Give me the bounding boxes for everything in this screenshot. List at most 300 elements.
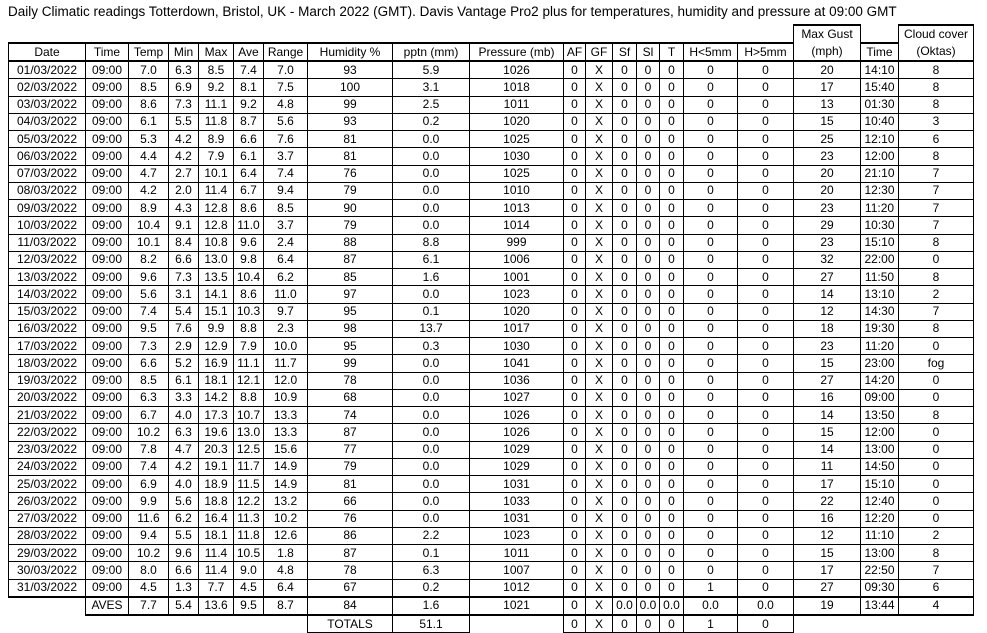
cell-ave: 12.1 [234, 372, 264, 389]
header-gf: GF [586, 43, 613, 61]
cell-sf: 0 [613, 148, 637, 165]
header-spacer [308, 25, 393, 43]
table-row [9, 200, 974, 217]
cell-date: 27/03/2022 [9, 510, 86, 527]
totals-spacer [861, 615, 899, 633]
cell-max: 15.1 [199, 303, 234, 320]
cell-gust-time: 15:40 [861, 79, 899, 96]
cell-sf: 0 [613, 96, 637, 113]
cell-h-gt5mm: 0 [738, 113, 794, 130]
cell-pressure: 1011 [470, 96, 564, 113]
avg-ave: 8.7 [264, 597, 308, 615]
cell-sf: 0 [613, 407, 637, 424]
cell-date: 03/03/2022 [9, 96, 86, 113]
cell-sl: 0 [637, 527, 660, 544]
totals-spacer [234, 615, 264, 633]
cell-humidity: 97 [308, 286, 393, 303]
cell-min: 2.0 [169, 182, 199, 199]
cell-h-gt5mm: 0 [738, 527, 794, 544]
cell-date: 28/03/2022 [9, 527, 86, 544]
cell-temp: 7.4 [129, 458, 169, 475]
header-pptn: pptn (mm) [393, 43, 470, 61]
cell-pptn: 0.1 [393, 545, 470, 562]
cell-pressure: 1007 [470, 562, 564, 579]
cell-temp: 4.5 [129, 579, 169, 597]
cell-ave: 8.8 [234, 320, 264, 337]
cell-range: 10.2 [264, 510, 308, 527]
cell-time: 09:00 [86, 527, 129, 544]
cell-ave: 7.9 [234, 338, 264, 355]
cell-pptn: 0.1 [393, 303, 470, 320]
cell-date: 13/03/2022 [9, 269, 86, 286]
cell-date: 10/03/2022 [9, 217, 86, 234]
cell-max: 12.8 [199, 200, 234, 217]
total-sf: 0 [613, 615, 637, 633]
cell-temp: 7.4 [129, 303, 169, 320]
cell-date: 25/03/2022 [9, 476, 86, 493]
cell-af: 0 [564, 510, 586, 527]
cell-min: 4.2 [169, 458, 199, 475]
cell-max: 10.1 [199, 165, 234, 182]
cell-sf: 0 [613, 217, 637, 234]
cell-af: 0 [564, 476, 586, 493]
cell-max: 18.8 [199, 493, 234, 510]
cell-h-gt5mm: 0 [738, 389, 794, 406]
header-spacer [564, 25, 586, 43]
cell-gust-time: 14:30 [861, 303, 899, 320]
cell-range: 14.9 [264, 476, 308, 493]
cell-max-gust: 17 [794, 476, 861, 493]
cell-humidity: 85 [308, 269, 393, 286]
cell-max-gust: 27 [794, 269, 861, 286]
cell-pptn: 0.0 [393, 510, 470, 527]
cell-time: 09:00 [86, 200, 129, 217]
cell-sf: 0 [613, 269, 637, 286]
cell-pressure: 1012 [470, 579, 564, 597]
cell-time: 09:00 [86, 579, 129, 597]
cell-sf: 0 [613, 61, 637, 79]
totals-spacer [169, 615, 199, 633]
avg-temp: 5.4 [169, 597, 199, 615]
cell-humidity: 87 [308, 545, 393, 562]
cell-h-gt5mm: 0 [738, 579, 794, 597]
cell-cloud-cover: 2 [899, 286, 974, 303]
cell-h-lt5mm: 0 [684, 338, 738, 355]
cell-sf: 0 [613, 251, 637, 268]
cell-temp: 10.4 [129, 217, 169, 234]
cell-cloud-cover: 8 [899, 407, 974, 424]
cell-date: 23/03/2022 [9, 441, 86, 458]
cell-max-gust: 15 [794, 424, 861, 441]
cell-pressure: 1033 [470, 493, 564, 510]
header-spacer [86, 25, 129, 43]
cell-max: 12.8 [199, 217, 234, 234]
cell-h-lt5mm: 0 [684, 476, 738, 493]
cell-h-gt5mm: 0 [738, 458, 794, 475]
cell-h-lt5mm: 0 [684, 234, 738, 251]
cell-max-gust: 25 [794, 131, 861, 148]
cell-date: 30/03/2022 [9, 562, 86, 579]
cell-t: 0 [660, 493, 684, 510]
cell-gf: X [586, 61, 613, 79]
cell-min: 6.6 [169, 251, 199, 268]
cell-sl: 0 [637, 389, 660, 406]
cell-date: 12/03/2022 [9, 251, 86, 268]
cell-gust-time: 12:10 [861, 131, 899, 148]
cell-temp: 7.3 [129, 338, 169, 355]
cell-time: 09:00 [86, 148, 129, 165]
totals-spacer [264, 615, 308, 633]
table-row [9, 234, 974, 251]
cell-temp: 5.3 [129, 131, 169, 148]
cell-pressure: 1029 [470, 441, 564, 458]
avg-t: 0.0 [684, 597, 738, 615]
table-row [9, 217, 974, 234]
cell-h-gt5mm: 0 [738, 200, 794, 217]
header-spacer [660, 25, 684, 43]
cell-max: 11.8 [199, 113, 234, 130]
cell-date: 29/03/2022 [9, 545, 86, 562]
avg-sf: 0.0 [637, 597, 660, 615]
cell-gust-time: 09:00 [861, 389, 899, 406]
cell-pressure: 1014 [470, 217, 564, 234]
header-spacer [234, 25, 264, 43]
header-gust-time: Time [861, 43, 899, 61]
cell-max-gust: 23 [794, 200, 861, 217]
cell-h-lt5mm: 0 [684, 424, 738, 441]
cell-ave: 8.6 [234, 200, 264, 217]
cell-gf: X [586, 562, 613, 579]
cell-pptn: 5.9 [393, 61, 470, 79]
cell-humidity: 76 [308, 510, 393, 527]
cell-pptn: 0.0 [393, 148, 470, 165]
cell-sf: 0 [613, 234, 637, 251]
header-max: Max [199, 43, 234, 61]
cell-max: 11.4 [199, 182, 234, 199]
cell-t: 0 [660, 545, 684, 562]
cell-temp: 6.9 [129, 476, 169, 493]
table-row [9, 493, 974, 510]
table-row [9, 148, 974, 165]
cell-date: 24/03/2022 [9, 458, 86, 475]
cell-h-lt5mm: 0 [684, 165, 738, 182]
table-row [9, 61, 974, 79]
cell-date: 08/03/2022 [9, 182, 86, 199]
cell-cloud-cover: 7 [899, 165, 974, 182]
cell-t: 0 [660, 389, 684, 406]
header-spacer [199, 25, 234, 43]
cell-gf: X [586, 200, 613, 217]
cell-max-gust: 14 [794, 407, 861, 424]
cell-date: 11/03/2022 [9, 234, 86, 251]
cell-t: 0 [660, 182, 684, 199]
cell-gust-time: 22:50 [861, 562, 899, 579]
cell-min: 4.2 [169, 131, 199, 148]
cell-t: 0 [660, 96, 684, 113]
cell-h-gt5mm: 0 [738, 131, 794, 148]
cell-cloud-cover: 3 [899, 113, 974, 130]
table-row [9, 562, 974, 579]
cell-gust-time: 21:10 [861, 165, 899, 182]
cell-temp: 4.4 [129, 148, 169, 165]
cell-date: 26/03/2022 [9, 493, 86, 510]
cell-t: 0 [660, 251, 684, 268]
cell-max: 18.1 [199, 372, 234, 389]
cell-range: 14.9 [264, 458, 308, 475]
cell-h-lt5mm: 0 [684, 355, 738, 372]
cell-h-lt5mm: 0 [684, 96, 738, 113]
avg-time: 7.7 [129, 597, 169, 615]
cell-time: 09:00 [86, 217, 129, 234]
cell-gust-time: 14:10 [861, 61, 899, 79]
cell-af: 0 [564, 527, 586, 544]
cell-range: 11.0 [264, 286, 308, 303]
cell-af: 0 [564, 493, 586, 510]
cell-temp: 10.1 [129, 234, 169, 251]
cell-sl: 0 [637, 338, 660, 355]
cell-h-lt5mm: 0 [684, 148, 738, 165]
totals-row [9, 615, 974, 633]
cell-af: 0 [564, 182, 586, 199]
cell-cloud-cover: 7 [899, 303, 974, 320]
cell-humidity: 76 [308, 165, 393, 182]
cell-pptn: 0.0 [393, 217, 470, 234]
cell-sl: 0 [637, 493, 660, 510]
cell-min: 4.3 [169, 200, 199, 217]
cell-gf: X [586, 234, 613, 251]
cell-t: 0 [660, 113, 684, 130]
cell-max-gust: 29 [794, 217, 861, 234]
cell-gust-time: 12:30 [861, 182, 899, 199]
cell-range: 12.0 [264, 372, 308, 389]
cell-cloud-cover: fog [899, 355, 974, 372]
cell-gf: X [586, 458, 613, 475]
cell-humidity: 95 [308, 303, 393, 320]
avg-humidity: 1.6 [393, 597, 470, 615]
cell-max-gust: 23 [794, 234, 861, 251]
cell-pressure: 1031 [470, 510, 564, 527]
cell-range: 1.8 [264, 545, 308, 562]
cell-humidity: 87 [308, 424, 393, 441]
cell-pptn: 0.0 [393, 372, 470, 389]
cell-gf: X [586, 303, 613, 320]
cell-max: 19.1 [199, 458, 234, 475]
cell-max-gust: 20 [794, 182, 861, 199]
cell-humidity: 81 [308, 476, 393, 493]
cell-sl: 0 [637, 234, 660, 251]
cell-pptn: 2.2 [393, 527, 470, 544]
cell-sl: 0 [637, 113, 660, 130]
cell-min: 9.1 [169, 217, 199, 234]
cell-range: 7.0 [264, 61, 308, 79]
header-spacer [738, 25, 794, 43]
cell-gust-time: 12:00 [861, 424, 899, 441]
avg-max-gust: 13:44 [861, 597, 899, 615]
cell-humidity: 98 [308, 320, 393, 337]
cell-humidity: 100 [308, 79, 393, 96]
cell-sf: 0 [613, 303, 637, 320]
cell-sf: 0 [613, 182, 637, 199]
cell-max-gust: 11 [794, 458, 861, 475]
cell-af: 0 [564, 96, 586, 113]
cell-date: 19/03/2022 [9, 372, 86, 389]
cell-time: 09:00 [86, 131, 129, 148]
cell-ave: 11.5 [234, 476, 264, 493]
table-row [9, 113, 974, 130]
cell-h-gt5mm: 0 [738, 545, 794, 562]
cell-time: 09:00 [86, 182, 129, 199]
cell-pptn: 0.0 [393, 286, 470, 303]
header-cloud-cover: Cloud cover [899, 25, 974, 43]
cell-h-gt5mm: 0 [738, 217, 794, 234]
cell-gf: X [586, 96, 613, 113]
cell-min: 5.2 [169, 355, 199, 372]
cell-t: 0 [660, 372, 684, 389]
table-row [9, 579, 974, 597]
cell-pptn: 0.0 [393, 355, 470, 372]
cell-date: 31/03/2022 [9, 579, 86, 597]
cell-gf: X [586, 269, 613, 286]
cell-temp: 7.8 [129, 441, 169, 458]
table-row [9, 527, 974, 544]
cell-cloud-cover: 0 [899, 476, 974, 493]
cell-gf: X [586, 217, 613, 234]
cell-humidity: 79 [308, 458, 393, 475]
cell-pptn: 0.2 [393, 579, 470, 597]
cell-gf: X [586, 148, 613, 165]
cell-pressure: 1027 [470, 389, 564, 406]
table-row [9, 320, 974, 337]
cell-temp: 8.2 [129, 251, 169, 268]
cell-date: 09/03/2022 [9, 200, 86, 217]
cell-af: 0 [564, 424, 586, 441]
cell-time: 09:00 [86, 424, 129, 441]
cell-min: 6.3 [169, 424, 199, 441]
cell-max: 8.5 [199, 61, 234, 79]
cell-date: 05/03/2022 [9, 131, 86, 148]
cell-sl: 0 [637, 372, 660, 389]
cell-cloud-cover: 8 [899, 61, 974, 79]
climate-table [8, 24, 974, 633]
cell-min: 3.3 [169, 389, 199, 406]
cell-max: 13.0 [199, 251, 234, 268]
cell-min: 6.1 [169, 372, 199, 389]
header-range: Range [264, 43, 308, 61]
cell-max-gust: 17 [794, 79, 861, 96]
cell-gf: X [586, 372, 613, 389]
totals-spacer [9, 615, 86, 633]
cell-h-lt5mm: 0 [684, 458, 738, 475]
cell-max-gust: 12 [794, 303, 861, 320]
cell-cloud-cover: 8 [899, 234, 974, 251]
cell-gf: X [586, 79, 613, 96]
cell-t: 0 [660, 338, 684, 355]
table-row [9, 458, 974, 475]
cell-cloud-cover: 8 [899, 79, 974, 96]
cell-min: 3.1 [169, 286, 199, 303]
cell-sl: 0 [637, 148, 660, 165]
cell-gf: X [586, 579, 613, 597]
cell-time: 09:00 [86, 389, 129, 406]
total-h-lt5: 1 [684, 615, 738, 633]
cell-temp: 10.2 [129, 545, 169, 562]
cell-pressure: 1020 [470, 303, 564, 320]
cell-pptn: 2.5 [393, 96, 470, 113]
cell-cloud-cover: 7 [899, 200, 974, 217]
cell-time: 09:00 [86, 320, 129, 337]
cell-humidity: 74 [308, 407, 393, 424]
cell-pressure: 1030 [470, 148, 564, 165]
cell-max: 9.9 [199, 320, 234, 337]
cell-sf: 0 [613, 527, 637, 544]
cell-ave: 11.8 [234, 527, 264, 544]
cell-min: 4.0 [169, 476, 199, 493]
cell-h-gt5mm: 0 [738, 251, 794, 268]
table-row [9, 441, 974, 458]
cell-max: 7.7 [199, 579, 234, 597]
cell-sl: 0 [637, 61, 660, 79]
cell-cloud-cover: 0 [899, 372, 974, 389]
cell-t: 0 [660, 148, 684, 165]
cell-time: 09:00 [86, 441, 129, 458]
cell-pptn: 0.0 [393, 476, 470, 493]
cell-range: 15.6 [264, 441, 308, 458]
table-row [9, 338, 974, 355]
cell-min: 4.7 [169, 441, 199, 458]
cell-date: 22/03/2022 [9, 424, 86, 441]
cell-humidity: 81 [308, 131, 393, 148]
total-gf: X [586, 615, 613, 633]
cell-time: 09:00 [86, 338, 129, 355]
cell-pressure: 1023 [470, 527, 564, 544]
header-spacer [169, 25, 199, 43]
cell-sf: 0 [613, 338, 637, 355]
avg-pressure: 0 [564, 597, 586, 615]
cell-temp: 6.6 [129, 355, 169, 372]
avg-min: 13.6 [199, 597, 234, 615]
cell-temp: 5.6 [129, 286, 169, 303]
cell-max-gust: 23 [794, 148, 861, 165]
cell-max-gust: 16 [794, 389, 861, 406]
cell-min: 5.6 [169, 493, 199, 510]
header-h-lt5mm: H<5mm [684, 43, 738, 61]
cell-af: 0 [564, 303, 586, 320]
cell-range: 4.8 [264, 562, 308, 579]
cell-af: 0 [564, 389, 586, 406]
cell-pressure: 1020 [470, 113, 564, 130]
cell-pressure: 1026 [470, 424, 564, 441]
cell-max: 8.9 [199, 131, 234, 148]
cell-pressure: 1018 [470, 79, 564, 96]
cell-pressure: 1041 [470, 355, 564, 372]
cell-min: 5.5 [169, 527, 199, 544]
cell-sl: 0 [637, 79, 660, 96]
cell-temp: 4.2 [129, 182, 169, 199]
cell-cloud-cover: 0 [899, 424, 974, 441]
cell-gf: X [586, 286, 613, 303]
cell-af: 0 [564, 234, 586, 251]
cell-pressure: 1030 [470, 338, 564, 355]
totals-spacer [899, 615, 974, 633]
header-max-gust: (mph) [794, 43, 861, 61]
cell-temp: 11.6 [129, 510, 169, 527]
totals-spacer [470, 615, 564, 633]
header-row [9, 43, 974, 61]
cell-max: 16.4 [199, 510, 234, 527]
cell-af: 0 [564, 286, 586, 303]
cell-gust-time: 13:10 [861, 286, 899, 303]
cell-max: 13.5 [199, 269, 234, 286]
